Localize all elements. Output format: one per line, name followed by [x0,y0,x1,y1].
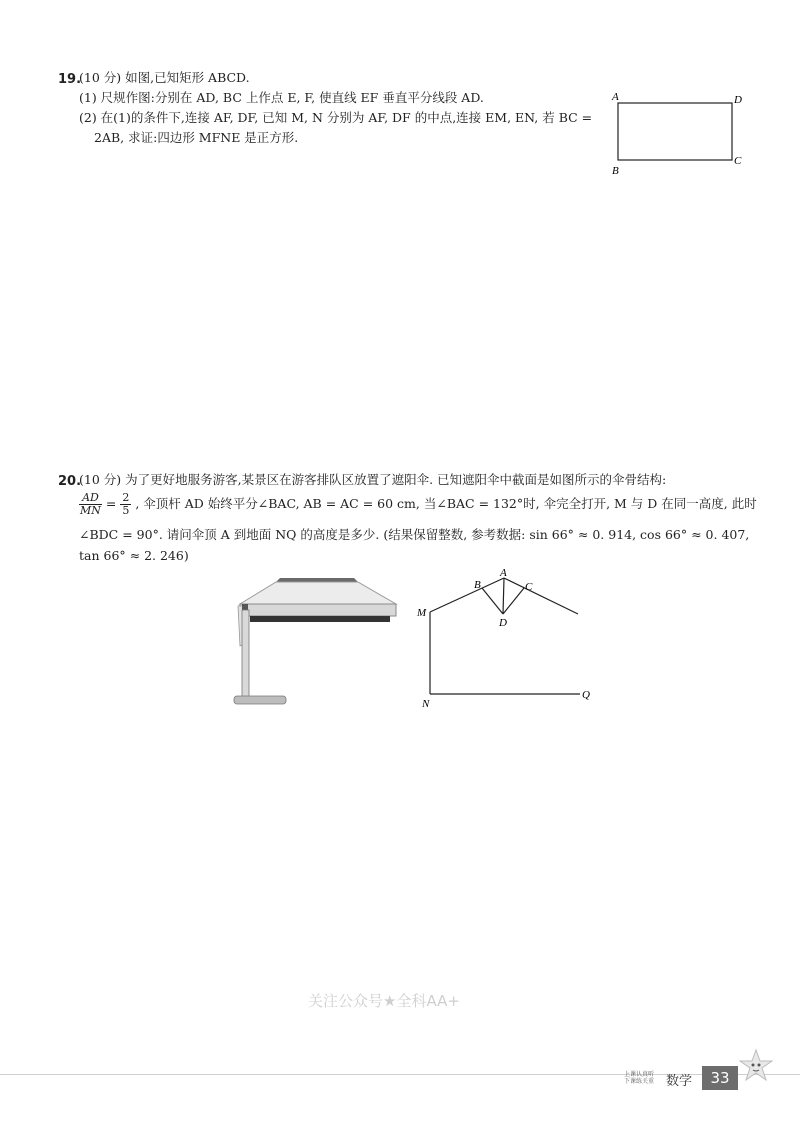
question-20-line-2 [79,491,757,517]
frame-label-n: N [422,698,430,710]
rectangle-abcd-diagram [606,88,756,180]
question-20-line-4: tan 66° ≈ 2. 246) [79,548,189,563]
fraction-numerator: AD [79,492,102,505]
question-19-line-4: 2AB, 求证:四边形 MFNE 是正方形. [94,130,299,145]
equals-sign: = [105,496,117,511]
frame-label-b: B [474,579,481,591]
frame-label-a: A [500,567,507,579]
question-20-line-1: (10 分) 为了更好地服务游客,某景区在游客排队区放置了遮阳伞. 已知遮阳伞中截面是如图所示的伞骨结构: [79,472,667,487]
footer-slogan [624,1071,654,1085]
frame-label-d: D [499,617,507,629]
point-label-b: B [612,165,619,177]
point-label-c: C [734,155,742,167]
frame-label-q: Q [582,689,590,701]
frame-label-m: M [417,607,427,619]
footer-slogan-line-1: 上课认真听 [624,1071,655,1078]
question-19-line-3: (2) 在(1)的条件下,连接 AF, DF, 已知 M, N 分别为 AF, DF 的中点,连接 EM, EN, 若 BC = [79,110,593,125]
point-label-d: D [734,94,742,106]
star-mascot-icon [738,1048,774,1088]
question-20-line-2-text: , 伞顶杆 AD 始终平分∠BAC, AB = AC = 60 cm, 当∠BAC = 132°时, 伞完全打开, M 与 D 在同一高度, 此时 [135,496,757,511]
line-b-d [482,588,503,614]
question-20-number: 20. [58,474,82,489]
fraction2-denominator: 5 [122,504,130,517]
umbrella-photo-illustration [232,570,402,710]
line-m-a [430,578,504,612]
point-label-a: A [612,91,619,103]
rectangle-figure [606,88,756,180]
umbrella-photo [232,570,402,710]
question-19-line-1: (10 分) 如图,已知矩形 ABCD. [79,70,250,85]
fraction-denominator: MN [80,504,101,517]
fraction-two-fifths [120,492,131,517]
line-a-d [503,578,504,614]
line-a-right [504,578,578,614]
footer-subject: 数学 [666,1074,693,1089]
fraction2-numerator: 2 [122,491,130,504]
question-19-number: 19. [58,72,82,87]
umbrella-frame-diagram [412,566,602,716]
fraction-ad-mn [79,492,102,517]
line-c-d [503,588,524,614]
footer-slogan-line-2: 下课练关重 [624,1078,655,1085]
frame-label-c: C [525,581,533,593]
rectangle-shape [618,103,732,160]
page-number: 33 [702,1066,738,1090]
question-20-line-3: ∠BDC = 90°. 请问伞顶 A 到地面 NQ 的高度是多少. (结果保留整数, 参考数据: sin 66° ≈ 0. 914, cos 66° ≈ 0. 407, [79,527,750,542]
umbrella-frame-figure [412,566,602,716]
question-19-line-2: (1) 尺规作图:分别在 AD, BC 上作点 E, F, 使直线 EF 垂直平分线段 AD. [79,90,484,105]
watermark-text: 关注公众号★全科AA+ [308,992,460,1010]
